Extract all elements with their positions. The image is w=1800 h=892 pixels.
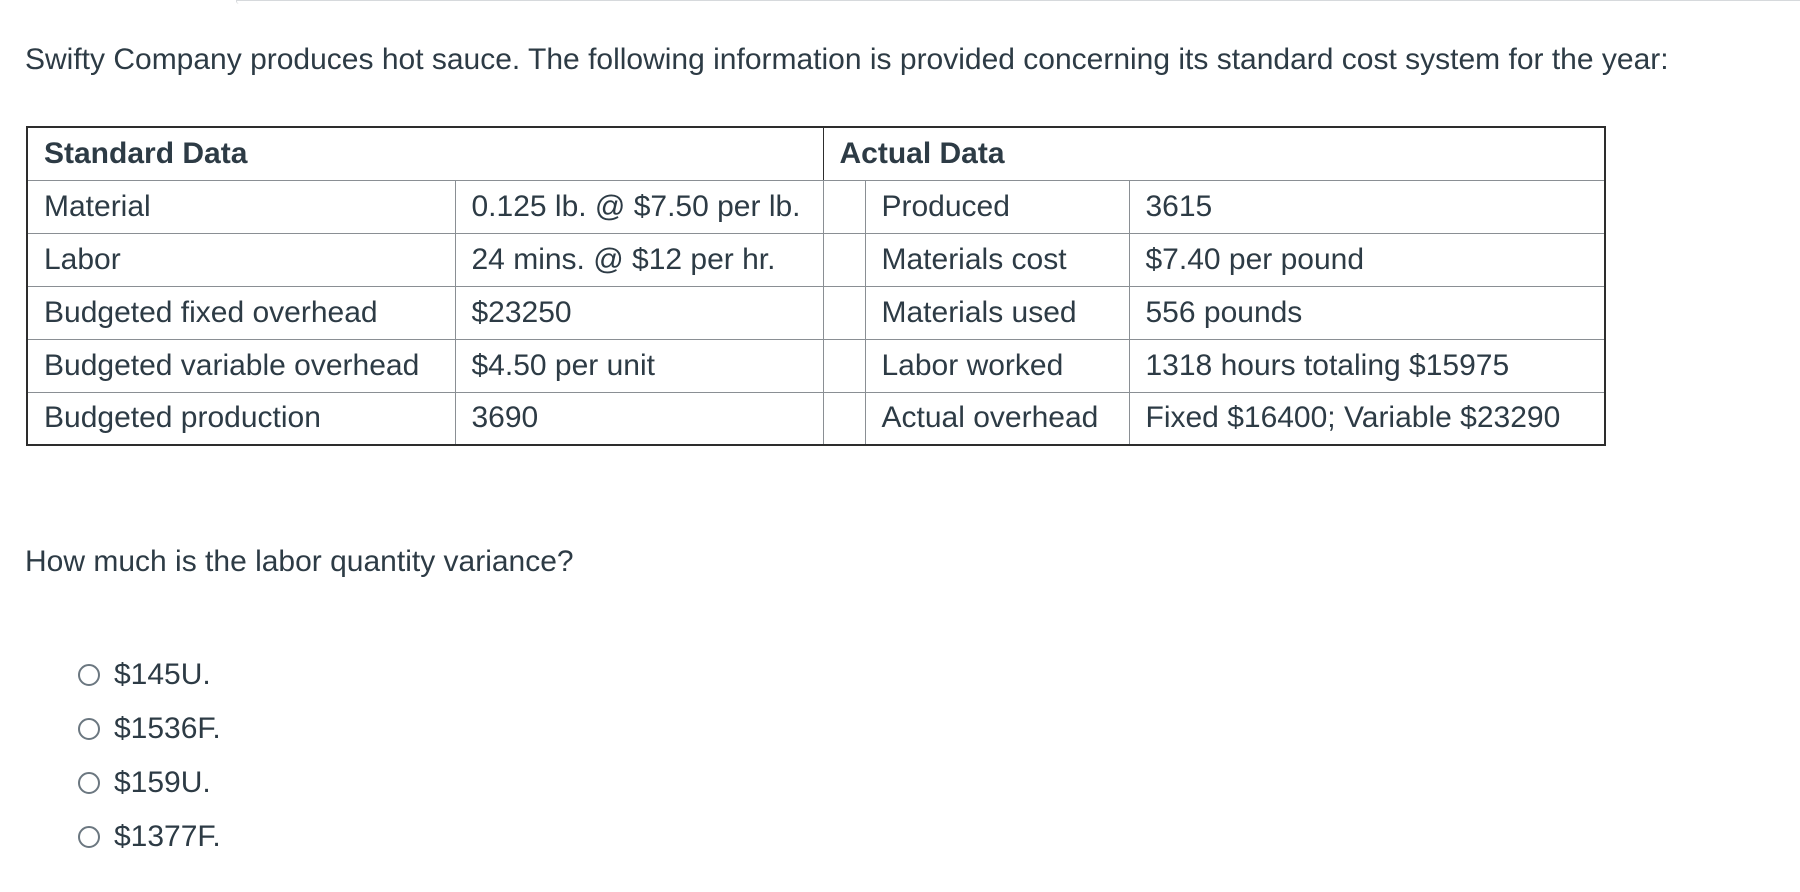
table-row xyxy=(27,339,1605,392)
answer-option-3[interactable] xyxy=(78,756,221,810)
table-row xyxy=(27,286,1605,339)
actual-label: Produced xyxy=(865,180,1129,233)
actual-value: 556 pounds xyxy=(1129,286,1605,339)
actual-value: 1318 hours totaling $15975 xyxy=(1129,339,1605,392)
answer-label[interactable]: $159U. xyxy=(114,766,211,799)
spacer-cell xyxy=(823,286,865,339)
actual-data-header: Actual Data xyxy=(823,127,1605,180)
table-row xyxy=(27,180,1605,233)
standard-data-header: Standard Data xyxy=(27,127,823,180)
spacer-cell xyxy=(823,180,865,233)
radio-button[interactable] xyxy=(78,826,100,848)
radio-button[interactable] xyxy=(78,664,100,686)
radio-button[interactable] xyxy=(78,718,100,740)
standard-label: Material xyxy=(27,180,455,233)
answer-label[interactable]: $1536F. xyxy=(114,712,221,745)
table-row xyxy=(27,233,1605,286)
actual-value: Fixed $16400; Variable $23290 xyxy=(1129,392,1605,445)
standard-label: Budgeted fixed overhead xyxy=(27,286,455,339)
answer-label[interactable]: $1377F. xyxy=(114,820,221,853)
answer-option-1[interactable] xyxy=(78,648,221,702)
spacer-cell xyxy=(823,233,865,286)
spacer-cell xyxy=(823,339,865,392)
top-divider xyxy=(236,0,1800,4)
answer-options xyxy=(78,648,221,864)
table-header-row xyxy=(27,127,1605,180)
actual-label: Actual overhead xyxy=(865,392,1129,445)
question-intro: Swifty Company produces hot sauce. The following information is provided concerning its standard cost system for the year: xyxy=(25,43,1669,76)
standard-value: 0.125 lb. @ $7.50 per lb. xyxy=(455,180,823,233)
question-text: How much is the labor quantity variance? xyxy=(25,545,574,578)
actual-label: Labor worked xyxy=(865,339,1129,392)
actual-value: $7.40 per pound xyxy=(1129,233,1605,286)
answer-option-4[interactable] xyxy=(78,810,221,864)
actual-label: Materials used xyxy=(865,286,1129,339)
answer-option-2[interactable] xyxy=(78,702,221,756)
actual-label: Materials cost xyxy=(865,233,1129,286)
standard-label: Labor xyxy=(27,233,455,286)
spacer-cell xyxy=(823,392,865,445)
standard-value: $23250 xyxy=(455,286,823,339)
standard-value: 24 mins. @ $12 per hr. xyxy=(455,233,823,286)
answer-label[interactable]: $145U. xyxy=(114,658,211,691)
standard-label: Budgeted production xyxy=(27,392,455,445)
standard-value: 3690 xyxy=(455,392,823,445)
radio-button[interactable] xyxy=(78,772,100,794)
table-row xyxy=(27,392,1605,445)
actual-value: 3615 xyxy=(1129,180,1605,233)
cost-data-table xyxy=(26,126,1606,446)
standard-label: Budgeted variable overhead xyxy=(27,339,455,392)
standard-value: $4.50 per unit xyxy=(455,339,823,392)
